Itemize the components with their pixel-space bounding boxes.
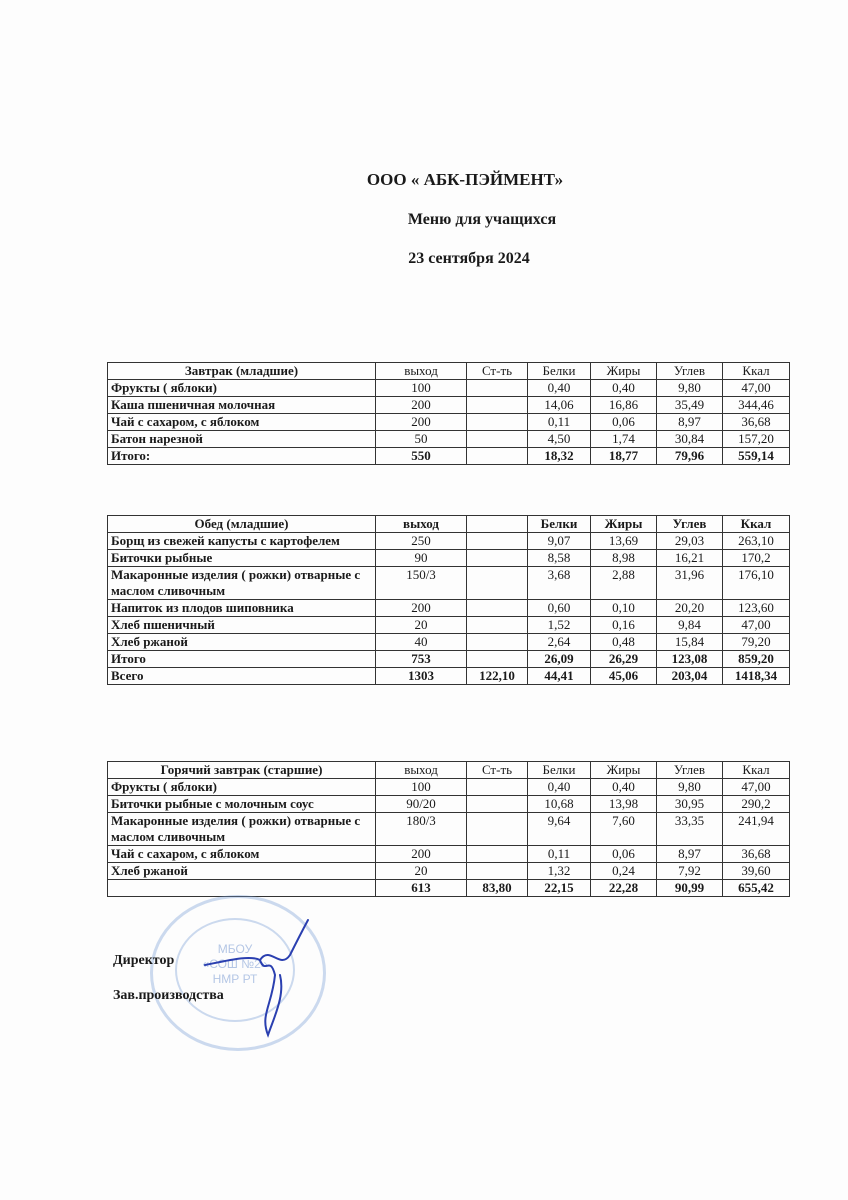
column-header: Углев — [657, 516, 723, 533]
fat: 0,24 — [591, 863, 657, 880]
cost — [467, 431, 528, 448]
total-portion: 550 — [376, 448, 467, 465]
portion: 90 — [376, 550, 467, 567]
section-header: Завтрак (младшие) — [108, 363, 376, 380]
protein: 9,07 — [528, 533, 591, 550]
carbs: 9,84 — [657, 617, 723, 634]
fat: 7,60 — [591, 813, 657, 846]
cost — [467, 813, 528, 846]
total-protein: 22,15 — [528, 880, 591, 897]
total-label: Итого — [108, 651, 376, 668]
portion: 200 — [376, 600, 467, 617]
carbs: 8,97 — [657, 846, 723, 863]
kcal: 241,94 — [723, 813, 790, 846]
portion: 180/3 — [376, 813, 467, 846]
document-title: Меню для учащихся — [407, 211, 557, 228]
carbs: 15,84 — [657, 634, 723, 651]
column-header: Белки — [528, 363, 591, 380]
dish-name: Макаронные изделия ( рожки) отварные с маслом сливочным — [108, 813, 376, 846]
table-row — [108, 431, 790, 448]
grand-total-protein: 44,41 — [528, 668, 591, 685]
dish-name: Борщ из свежей капусты с картофелем — [108, 533, 376, 550]
total-fat: 26,29 — [591, 651, 657, 668]
column-header: Жиры — [591, 516, 657, 533]
table-row — [108, 796, 790, 813]
portion: 200 — [376, 846, 467, 863]
kcal: 47,00 — [723, 779, 790, 796]
carbs: 20,20 — [657, 600, 723, 617]
grand-total-carbs: 203,04 — [657, 668, 723, 685]
cost — [467, 533, 528, 550]
total-portion: 613 — [376, 880, 467, 897]
total-cost — [467, 651, 528, 668]
total-cost: 83,80 — [467, 880, 528, 897]
total-fat: 18,77 — [591, 448, 657, 465]
table-row — [108, 863, 790, 880]
protein: 8,58 — [528, 550, 591, 567]
fat: 0,10 — [591, 600, 657, 617]
total-protein: 26,09 — [528, 651, 591, 668]
kcal: 157,20 — [723, 431, 790, 448]
portion: 200 — [376, 397, 467, 414]
portion: 100 — [376, 380, 467, 397]
section-header: Горячий завтрак (старшие) — [108, 762, 376, 779]
protein: 3,68 — [528, 567, 591, 600]
kcal: 290,2 — [723, 796, 790, 813]
kcal: 47,00 — [723, 380, 790, 397]
column-header: Белки — [528, 516, 591, 533]
kcal: 39,60 — [723, 863, 790, 880]
table-header-row — [108, 363, 790, 380]
column-header: Ккал — [723, 762, 790, 779]
column-header: выход — [376, 363, 467, 380]
cost — [467, 779, 528, 796]
table-row — [108, 380, 790, 397]
fat: 0,40 — [591, 779, 657, 796]
carbs: 8,97 — [657, 414, 723, 431]
breakfast-senior-table — [107, 761, 790, 897]
grand-total-kcal: 1418,34 — [723, 668, 790, 685]
total-kcal: 655,42 — [723, 880, 790, 897]
portion: 150/3 — [376, 567, 467, 600]
fat: 0,40 — [591, 380, 657, 397]
total-label: Итого: — [108, 448, 376, 465]
dish-name: Хлеб пшеничный — [108, 617, 376, 634]
protein: 9,64 — [528, 813, 591, 846]
column-header: Ккал — [723, 363, 790, 380]
table-row — [108, 846, 790, 863]
table-row — [108, 550, 790, 567]
grand-total-cost: 122,10 — [467, 668, 528, 685]
protein: 10,68 — [528, 796, 591, 813]
dish-name: Биточки рыбные с молочным соус — [108, 796, 376, 813]
carbs: 16,21 — [657, 550, 723, 567]
kcal: 170,2 — [723, 550, 790, 567]
lunch-junior-table — [107, 515, 790, 685]
protein: 1,52 — [528, 617, 591, 634]
total-carbs: 79,96 — [657, 448, 723, 465]
total-cost — [467, 448, 528, 465]
portion: 20 — [376, 863, 467, 880]
table-header-row — [108, 762, 790, 779]
kcal: 47,00 — [723, 617, 790, 634]
portion: 90/20 — [376, 796, 467, 813]
portion: 250 — [376, 533, 467, 550]
dish-name: Чай с сахаром, с яблоком — [108, 414, 376, 431]
column-header: Ст-ть — [467, 762, 528, 779]
dish-name: Батон нарезной — [108, 431, 376, 448]
fat: 8,98 — [591, 550, 657, 567]
column-header: Ккал — [723, 516, 790, 533]
production-head-label: Зав.производства — [113, 988, 224, 1003]
total-portion: 753 — [376, 651, 467, 668]
column-header: Углев — [657, 363, 723, 380]
table-row — [108, 634, 790, 651]
kcal: 263,10 — [723, 533, 790, 550]
total-row — [108, 651, 790, 668]
fat: 0,16 — [591, 617, 657, 634]
fat: 16,86 — [591, 397, 657, 414]
dish-name: Хлеб ржаной — [108, 863, 376, 880]
protein: 0,11 — [528, 846, 591, 863]
total-fat: 22,28 — [591, 880, 657, 897]
carbs: 9,80 — [657, 779, 723, 796]
dish-name: Биточки рыбные — [108, 550, 376, 567]
cost — [467, 380, 528, 397]
total-row — [108, 448, 790, 465]
cost — [467, 414, 528, 431]
portion: 100 — [376, 779, 467, 796]
fat: 0,48 — [591, 634, 657, 651]
table-header-row — [108, 516, 790, 533]
carbs: 31,96 — [657, 567, 723, 600]
fat: 2,88 — [591, 567, 657, 600]
carbs: 30,84 — [657, 431, 723, 448]
fat: 13,98 — [591, 796, 657, 813]
table-row — [108, 779, 790, 796]
carbs: 9,80 — [657, 380, 723, 397]
kcal: 123,60 — [723, 600, 790, 617]
table-row — [108, 617, 790, 634]
protein: 0,40 — [528, 380, 591, 397]
total-kcal: 859,20 — [723, 651, 790, 668]
cost — [467, 617, 528, 634]
cost — [467, 846, 528, 863]
table-row — [108, 600, 790, 617]
column-header: Ст-ть — [467, 363, 528, 380]
cost — [467, 567, 528, 600]
dish-name: Чай с сахаром, с яблоком — [108, 846, 376, 863]
protein: 2,64 — [528, 634, 591, 651]
table-row — [108, 533, 790, 550]
total-protein: 18,32 — [528, 448, 591, 465]
cost — [467, 600, 528, 617]
protein: 1,32 — [528, 863, 591, 880]
table-row — [108, 397, 790, 414]
protein: 4,50 — [528, 431, 591, 448]
column-header — [467, 516, 528, 533]
protein: 0,11 — [528, 414, 591, 431]
fat: 1,74 — [591, 431, 657, 448]
carbs: 35,49 — [657, 397, 723, 414]
column-header: Белки — [528, 762, 591, 779]
protein: 0,60 — [528, 600, 591, 617]
grand-total-label: Всего — [108, 668, 376, 685]
cost — [467, 550, 528, 567]
kcal: 176,10 — [723, 567, 790, 600]
total-row — [108, 880, 790, 897]
carbs: 30,95 — [657, 796, 723, 813]
grand-total-row — [108, 668, 790, 685]
kcal: 36,68 — [723, 414, 790, 431]
total-label — [108, 880, 376, 897]
portion: 40 — [376, 634, 467, 651]
grand-total-fat: 45,06 — [591, 668, 657, 685]
carbs: 29,03 — [657, 533, 723, 550]
breakfast-junior-table — [107, 362, 790, 465]
carbs: 7,92 — [657, 863, 723, 880]
column-header: выход — [376, 762, 467, 779]
kcal: 79,20 — [723, 634, 790, 651]
menu-date: 23 сентября 2024 — [408, 250, 530, 267]
table-row — [108, 567, 790, 600]
fat: 0,06 — [591, 846, 657, 863]
fat: 13,69 — [591, 533, 657, 550]
dish-name: Каша пшеничная молочная — [108, 397, 376, 414]
table-row — [108, 414, 790, 431]
column-header: выход — [376, 516, 467, 533]
column-header: Жиры — [591, 363, 657, 380]
organization-name: ООО « АБК-ПЭЙМЕНТ» — [366, 170, 564, 189]
total-carbs: 90,99 — [657, 880, 723, 897]
stamp-line: «СОШ №2» — [202, 957, 268, 971]
column-header: Углев — [657, 762, 723, 779]
director-label: Директор — [113, 953, 175, 968]
total-carbs: 123,08 — [657, 651, 723, 668]
protein: 0,40 — [528, 779, 591, 796]
portion: 50 — [376, 431, 467, 448]
cost — [467, 634, 528, 651]
grand-total-portion: 1303 — [376, 668, 467, 685]
dish-name: Фрукты ( яблоки) — [108, 380, 376, 397]
section-header: Обед (младшие) — [108, 516, 376, 533]
kcal: 344,46 — [723, 397, 790, 414]
carbs: 33,35 — [657, 813, 723, 846]
total-kcal: 559,14 — [723, 448, 790, 465]
dish-name: Хлеб ржаной — [108, 634, 376, 651]
portion: 200 — [376, 414, 467, 431]
signature-icon — [200, 915, 320, 1045]
cost — [467, 397, 528, 414]
fat: 0,06 — [591, 414, 657, 431]
dish-name: Фрукты ( яблоки) — [108, 779, 376, 796]
portion: 20 — [376, 617, 467, 634]
stamp-line: НМР РТ — [212, 972, 258, 986]
protein: 14,06 — [528, 397, 591, 414]
table-row — [108, 813, 790, 846]
dish-name: Макаронные изделия ( рожки) отварные с маслом сливочным — [108, 567, 376, 600]
stamp-line: МБОУ — [217, 942, 253, 956]
column-header: Жиры — [591, 762, 657, 779]
cost — [467, 863, 528, 880]
cost — [467, 796, 528, 813]
dish-name: Напиток из плодов шиповника — [108, 600, 376, 617]
kcal: 36,68 — [723, 846, 790, 863]
